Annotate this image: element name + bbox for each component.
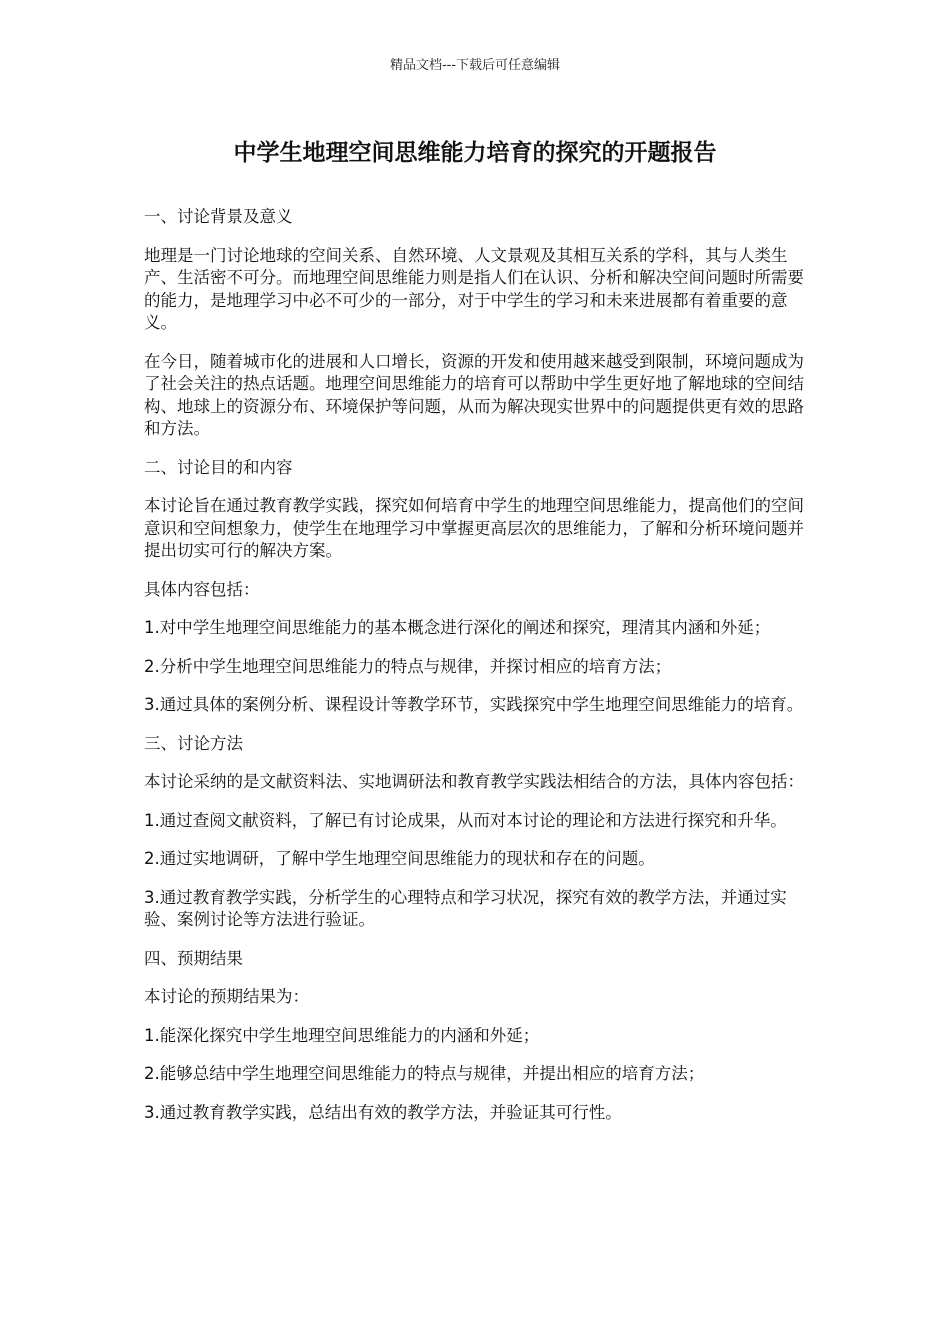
list-item-result-2: 2.能够总结中学生地理空间思维能力的特点与规律，并提出相应的培育方法； bbox=[144, 1064, 705, 1083]
list-item-result-1: 1.能深化探究中学生地理空间思维能力的内涵和外延； bbox=[144, 1025, 540, 1045]
document-title: 中学生地理空间思维能力培育的探究的开题报告 bbox=[233, 140, 717, 166]
paragraph-purpose: 本讨论旨在通过教育教学实践，探究如何培育中学生的地理空间思维能力，提高他们的空间意识和空间想象力，使学生在地理学习中掌握更高层次的思维能力，了解和分析环境问题并提出切实可行的解决方案。 bbox=[144, 496, 804, 560]
list-item-result-3: 3.通过教育教学实践，总结出有效的教学方法，并验证其可行性。 bbox=[144, 1102, 622, 1122]
paragraph-method-intro: 本讨论采纳的是文献资料法、实地调研法和教育教学实践法相结合的方法，具体内容包括： bbox=[144, 772, 804, 791]
list-item-content-1: 1.对中学生地理空间思维能力的基本概念进行深化的阐述和探究，理清其内涵和外延； bbox=[144, 618, 771, 637]
paragraph-content-intro: 具体内容包括： bbox=[144, 579, 260, 599]
section-heading-purpose: 二、讨论目的和内容 bbox=[144, 457, 293, 477]
document-body bbox=[144, 206, 808, 1140]
list-item-content-3: 3.通过具体的案例分析、课程设计等教学环节，实践探究中学生地理空间思维能力的培育。 bbox=[144, 695, 804, 714]
paragraph-background-1: 地理是一门讨论地球的空间关系、自然环境、人文景观及其相互关系的学科，其与人类生产、生活密不可分。而地理空间思维能力则是指人们在认识、分析和解决空间问题时所需要的能力，是地理学习中必不可少的一部分，对于中学生的学习和未来进展都有着重要的意义。 bbox=[144, 245, 804, 332]
list-item-method-1: 1.通过查阅文献资料，了解已有讨论成果，从而对本讨论的理论和方法进行探究和升华。 bbox=[144, 810, 787, 830]
paragraph-results-intro: 本讨论的预期结果为： bbox=[144, 987, 309, 1006]
section-heading-background: 一、讨论背景及意义 bbox=[144, 207, 293, 226]
section-heading-expected-results: 四、预期结果 bbox=[144, 948, 243, 968]
list-item-content-2: 2.分析中学生地理空间思维能力的特点与规律，并探讨相应的培育方法； bbox=[144, 656, 672, 676]
list-item-method-3: 3.通过教育教学实践，分析学生的心理特点和学习状况，探究有效的教学方法，并通过实验、案例讨论等方法进行验证。 bbox=[144, 887, 787, 929]
page-header-note: 精品文档---下载后可任意编辑 bbox=[389, 58, 561, 73]
section-heading-method: 三、讨论方法 bbox=[144, 733, 243, 753]
paragraph-background-2: 在今日，随着城市化的进展和人口增长，资源的开发和使用越来越受到限制，环境问题成为了社会关注的热点话题。地理空间思维能力的培育可以帮助中学生更好地了解地球的空间结构、地球上的资源分布、环境保护等问题，从而为解决现实世界中的问题提供更有效的思路和方法。 bbox=[144, 351, 804, 438]
list-item-method-2: 2.通过实地调研，了解中学生地理空间思维能力的现状和存在的问题。 bbox=[144, 849, 655, 868]
